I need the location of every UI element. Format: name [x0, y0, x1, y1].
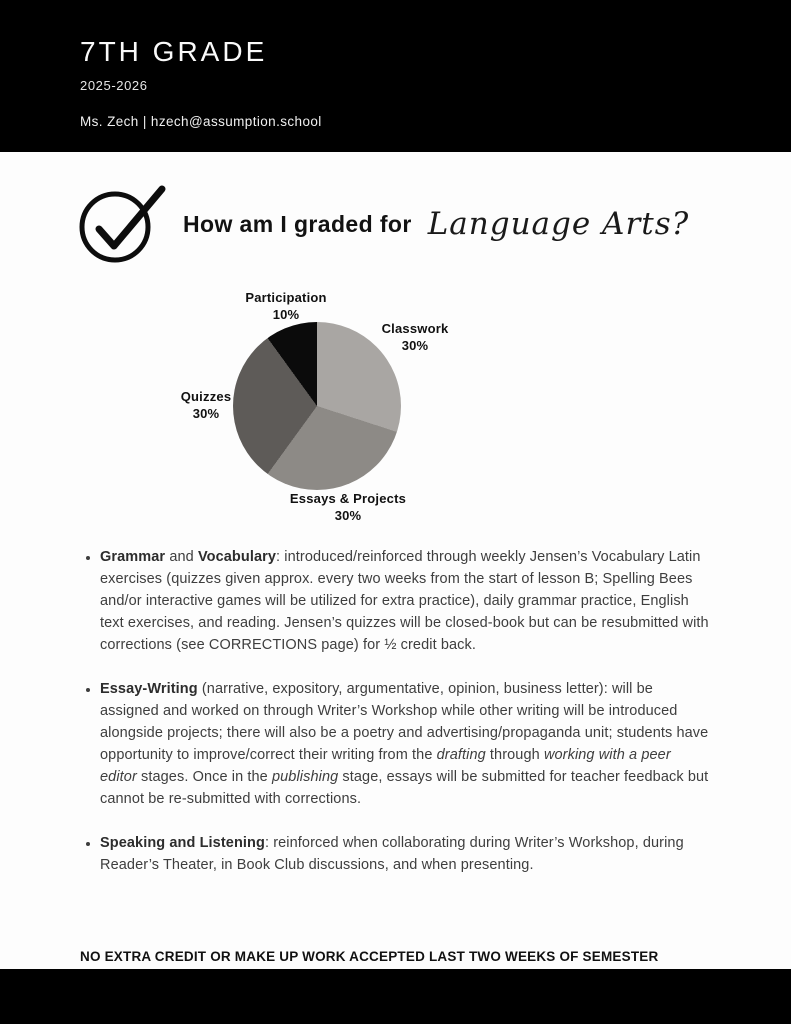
bullet-text-segment: working with a peer editor: [100, 747, 671, 785]
bullet-text-segment: : introduced/reinforced through weekly Jensen’s Vocabulary Latin exercises (quizzes given approx. every two weeks from the start of lesson B; Spelling Bees and/or interactive games will be utilized for extra practice), daily grammar practice, English text exercises, and reading. Jensen’s quizzes will be closed-book but can be resubmitted with corrections (see CORRECTIONS page) for ½ credit back.: [100, 549, 709, 653]
pie-label-text: Essays & Projects: [289, 491, 407, 506]
bullet-text-segment: through: [485, 747, 544, 763]
teacher-contact: Ms. Zech | hzech@assumption.school: [80, 114, 322, 129]
pie-label-pct: 30%: [192, 405, 220, 421]
pie-label-classwork: [355, 321, 475, 355]
grading-details-list: [80, 546, 710, 876]
pie-label-pct: 30%: [401, 337, 429, 353]
bullet-text-segment: Essay-Writing: [100, 681, 198, 697]
bullet-text-segment: stage, essays will be submitted for teacher feedback but cannot be re-submitted with corrections.: [100, 769, 709, 807]
checkmark-circle-icon: [79, 183, 167, 265]
pie-label-essays-projects: [248, 491, 448, 525]
bullet-text-segment: Vocabulary: [197, 549, 277, 565]
header-banner: [0, 0, 791, 152]
bullet-text-segment: Grammar: [100, 549, 166, 565]
grading-bullet-item: [100, 832, 710, 876]
bullet-text-segment: publishing: [271, 769, 339, 785]
pie-label-text: Quizzes: [180, 389, 232, 404]
pie-label-text: Participation: [245, 290, 327, 305]
pie-label-text: Classwork: [381, 321, 449, 336]
page-title: 7TH GRADE: [80, 36, 268, 67]
school-year: 2025-2026: [80, 78, 148, 93]
heading-text: How am I graded for: [183, 210, 412, 237]
bullet-text-segment: : reinforced when collaborating during Writer’s Workshop, during Reader’s Theater, in Book Club discussions, and when presenting.: [100, 835, 684, 873]
grading-bullet-item: [100, 678, 710, 810]
bullet-text-segment: drafting: [436, 747, 486, 763]
pie-label-participation: [216, 290, 356, 324]
footer-bar: [0, 969, 791, 1024]
bullet-text-segment: and: [165, 549, 198, 565]
section-heading: [79, 183, 689, 265]
grading-details-section: [80, 546, 710, 876]
pie-label-pct: 10%: [272, 306, 300, 322]
bullet-text-segment: (narrative, expository, argumentative, opinion, business letter): will be assigned and worked on through Writer’s Workshop while other writing will be introduced alongside projects; there will also be a poetry and advertising/propaganda unit; students have opportunity to improve/correct their writing from the: [100, 681, 709, 763]
pie-label-quizzes: [146, 389, 266, 423]
pie-label-pct: 30%: [334, 507, 362, 523]
footer-note: NO EXTRA CREDIT OR MAKE UP WORK ACCEPTED LAST TWO WEEKS OF SEMESTER: [80, 949, 659, 964]
bullet-text-segment: Speaking and Listening: [100, 835, 265, 851]
grading-bullet-item: [100, 546, 710, 656]
bullet-text-segment: stages. Once in the: [136, 769, 272, 785]
grading-pie-chart-section: [0, 288, 791, 538]
heading-subject-script: Language Arts?: [427, 206, 690, 242]
